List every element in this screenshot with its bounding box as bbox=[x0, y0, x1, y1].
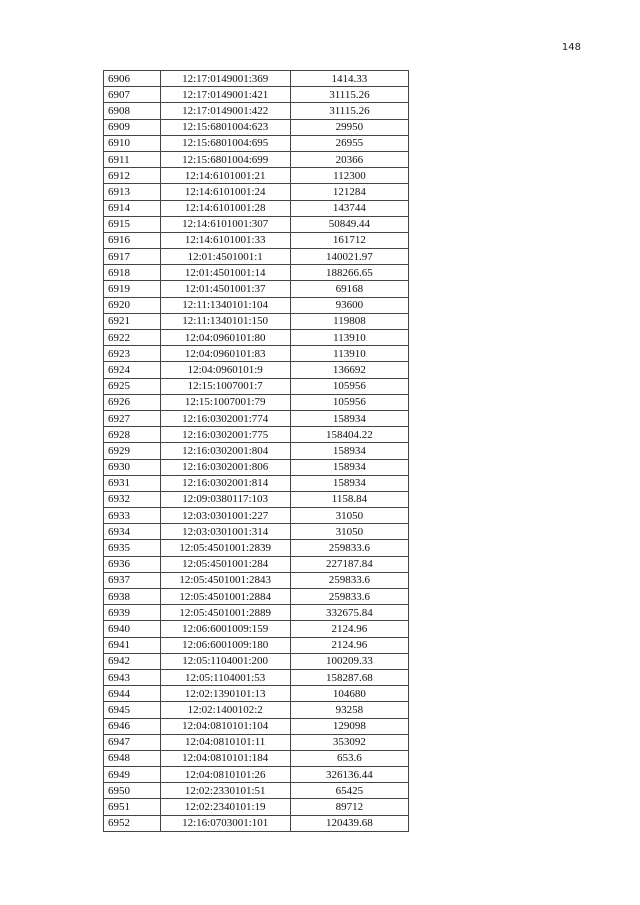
table-row bbox=[104, 362, 409, 378]
value-cell: 113910 bbox=[290, 346, 408, 362]
value-cell: 129098 bbox=[290, 718, 408, 734]
row-number-cell: 6917 bbox=[104, 249, 161, 265]
row-number-cell: 6932 bbox=[104, 491, 161, 507]
cadastral-number-cell: 12:17:0149001:422 bbox=[160, 103, 290, 119]
cadastral-number-cell: 12:15:6801004:699 bbox=[160, 151, 290, 167]
table-row bbox=[104, 151, 409, 167]
row-number-cell: 6907 bbox=[104, 87, 161, 103]
cadastral-number-cell: 12:02:2340101:19 bbox=[160, 799, 290, 815]
row-number-cell: 6938 bbox=[104, 589, 161, 605]
row-number-cell: 6943 bbox=[104, 669, 161, 685]
value-cell: 100209.33 bbox=[290, 653, 408, 669]
cadastral-number-cell: 12:04:0810101:184 bbox=[160, 750, 290, 766]
table-row bbox=[104, 783, 409, 799]
cadastral-number-cell: 12:01:4501001:37 bbox=[160, 281, 290, 297]
data-table bbox=[103, 70, 409, 832]
cadastral-number-cell: 12:16:0302001:814 bbox=[160, 475, 290, 491]
row-number-cell: 6927 bbox=[104, 410, 161, 426]
row-number-cell: 6933 bbox=[104, 508, 161, 524]
row-number-cell: 6915 bbox=[104, 216, 161, 232]
value-cell: 136692 bbox=[290, 362, 408, 378]
value-cell: 188266.65 bbox=[290, 265, 408, 281]
cadastral-number-cell: 12:14:6101001:24 bbox=[160, 184, 290, 200]
row-number-cell: 6919 bbox=[104, 281, 161, 297]
value-cell: 113910 bbox=[290, 330, 408, 346]
value-cell: 1158.84 bbox=[290, 491, 408, 507]
row-number-cell: 6914 bbox=[104, 200, 161, 216]
row-number-cell: 6944 bbox=[104, 686, 161, 702]
table-row bbox=[104, 459, 409, 475]
table-row bbox=[104, 653, 409, 669]
value-cell: 2124.96 bbox=[290, 637, 408, 653]
cadastral-number-cell: 12:02:1400102:2 bbox=[160, 702, 290, 718]
value-cell: 29950 bbox=[290, 119, 408, 135]
cadastral-number-cell: 12:17:0149001:369 bbox=[160, 71, 290, 87]
cadastral-number-cell: 12:02:2330101:51 bbox=[160, 783, 290, 799]
cadastral-number-cell: 12:06:6001009:180 bbox=[160, 637, 290, 653]
value-cell: 69168 bbox=[290, 281, 408, 297]
cadastral-number-cell: 12:11:1340101:150 bbox=[160, 313, 290, 329]
value-cell: 50849.44 bbox=[290, 216, 408, 232]
row-number-cell: 6952 bbox=[104, 815, 161, 831]
row-number-cell: 6922 bbox=[104, 330, 161, 346]
table-row bbox=[104, 556, 409, 572]
row-number-cell: 6930 bbox=[104, 459, 161, 475]
value-cell: 105956 bbox=[290, 378, 408, 394]
row-number-cell: 6910 bbox=[104, 135, 161, 151]
value-cell: 161712 bbox=[290, 232, 408, 248]
cadastral-number-cell: 12:16:0302001:804 bbox=[160, 443, 290, 459]
table-row bbox=[104, 686, 409, 702]
cadastral-number-cell: 12:17:0149001:421 bbox=[160, 87, 290, 103]
table-row bbox=[104, 605, 409, 621]
row-number-cell: 6934 bbox=[104, 524, 161, 540]
row-number-cell: 6935 bbox=[104, 540, 161, 556]
cadastral-number-cell: 12:04:0810101:104 bbox=[160, 718, 290, 734]
table-row bbox=[104, 508, 409, 524]
value-cell: 65425 bbox=[290, 783, 408, 799]
row-number-cell: 6951 bbox=[104, 799, 161, 815]
value-cell: 158287.68 bbox=[290, 669, 408, 685]
row-number-cell: 6939 bbox=[104, 605, 161, 621]
table-row bbox=[104, 313, 409, 329]
row-number-cell: 6926 bbox=[104, 394, 161, 410]
cadastral-number-cell: 12:05:4501001:284 bbox=[160, 556, 290, 572]
row-number-cell: 6909 bbox=[104, 119, 161, 135]
value-cell: 119808 bbox=[290, 313, 408, 329]
table-row bbox=[104, 297, 409, 313]
table-row bbox=[104, 410, 409, 426]
row-number-cell: 6945 bbox=[104, 702, 161, 718]
cadastral-number-cell: 12:05:1104001:53 bbox=[160, 669, 290, 685]
value-cell: 158934 bbox=[290, 459, 408, 475]
table-row bbox=[104, 669, 409, 685]
value-cell: 31050 bbox=[290, 524, 408, 540]
value-cell: 31115.26 bbox=[290, 103, 408, 119]
cadastral-number-cell: 12:14:6101001:307 bbox=[160, 216, 290, 232]
table-row bbox=[104, 443, 409, 459]
cadastral-number-cell: 12:01:4501001:14 bbox=[160, 265, 290, 281]
table-row bbox=[104, 540, 409, 556]
row-number-cell: 6924 bbox=[104, 362, 161, 378]
value-cell: 140021.97 bbox=[290, 249, 408, 265]
row-number-cell: 6921 bbox=[104, 313, 161, 329]
row-number-cell: 6940 bbox=[104, 621, 161, 637]
table-row bbox=[104, 87, 409, 103]
table-row bbox=[104, 767, 409, 783]
cadastral-number-cell: 12:16:0302001:775 bbox=[160, 427, 290, 443]
cadastral-number-cell: 12:04:0960101:83 bbox=[160, 346, 290, 362]
table-row bbox=[104, 378, 409, 394]
cadastral-number-cell: 12:05:4501001:2843 bbox=[160, 572, 290, 588]
table-row bbox=[104, 346, 409, 362]
cadastral-number-cell: 12:15:1007001:79 bbox=[160, 394, 290, 410]
table-row bbox=[104, 475, 409, 491]
value-cell: 105956 bbox=[290, 394, 408, 410]
value-cell: 158404.22 bbox=[290, 427, 408, 443]
table-row bbox=[104, 750, 409, 766]
cadastral-number-cell: 12:05:4501001:2884 bbox=[160, 589, 290, 605]
row-number-cell: 6908 bbox=[104, 103, 161, 119]
value-cell: 26955 bbox=[290, 135, 408, 151]
cadastral-number-cell: 12:15:1007001:7 bbox=[160, 378, 290, 394]
page-number: 148 bbox=[561, 42, 581, 53]
table-row bbox=[104, 799, 409, 815]
value-cell: 89712 bbox=[290, 799, 408, 815]
table-row bbox=[104, 718, 409, 734]
table-row bbox=[104, 184, 409, 200]
table-row bbox=[104, 621, 409, 637]
value-cell: 158934 bbox=[290, 475, 408, 491]
row-number-cell: 6948 bbox=[104, 750, 161, 766]
row-number-cell: 6947 bbox=[104, 734, 161, 750]
row-number-cell: 6937 bbox=[104, 572, 161, 588]
table-row bbox=[104, 135, 409, 151]
cadastral-number-cell: 12:15:6801004:623 bbox=[160, 119, 290, 135]
table-row bbox=[104, 119, 409, 135]
value-cell: 158934 bbox=[290, 443, 408, 459]
row-number-cell: 6929 bbox=[104, 443, 161, 459]
value-cell: 326136.44 bbox=[290, 767, 408, 783]
cadastral-number-cell: 12:11:1340101:104 bbox=[160, 297, 290, 313]
table-body bbox=[104, 71, 409, 832]
value-cell: 353092 bbox=[290, 734, 408, 750]
cadastral-number-cell: 12:16:0703001:101 bbox=[160, 815, 290, 831]
table-row bbox=[104, 249, 409, 265]
table-row bbox=[104, 815, 409, 831]
table-row bbox=[104, 589, 409, 605]
cadastral-number-cell: 12:05:4501001:2889 bbox=[160, 605, 290, 621]
value-cell: 121284 bbox=[290, 184, 408, 200]
value-cell: 2124.96 bbox=[290, 621, 408, 637]
table-row bbox=[104, 265, 409, 281]
row-number-cell: 6946 bbox=[104, 718, 161, 734]
row-number-cell: 6920 bbox=[104, 297, 161, 313]
row-number-cell: 6941 bbox=[104, 637, 161, 653]
cadastral-number-cell: 12:04:0810101:26 bbox=[160, 767, 290, 783]
row-number-cell: 6912 bbox=[104, 168, 161, 184]
value-cell: 93258 bbox=[290, 702, 408, 718]
table-row bbox=[104, 232, 409, 248]
row-number-cell: 6918 bbox=[104, 265, 161, 281]
value-cell: 143744 bbox=[290, 200, 408, 216]
table-row bbox=[104, 572, 409, 588]
cadastral-number-cell: 12:14:6101001:21 bbox=[160, 168, 290, 184]
value-cell: 112300 bbox=[290, 168, 408, 184]
table-row bbox=[104, 168, 409, 184]
cadastral-number-cell: 12:03:0301001:314 bbox=[160, 524, 290, 540]
value-cell: 653.6 bbox=[290, 750, 408, 766]
value-cell: 259833.6 bbox=[290, 589, 408, 605]
value-cell: 31050 bbox=[290, 508, 408, 524]
cadastral-number-cell: 12:01:4501001:1 bbox=[160, 249, 290, 265]
table-row bbox=[104, 71, 409, 87]
table-row bbox=[104, 200, 409, 216]
cadastral-number-cell: 12:14:6101001:28 bbox=[160, 200, 290, 216]
table-row bbox=[104, 330, 409, 346]
value-cell: 158934 bbox=[290, 410, 408, 426]
row-number-cell: 6906 bbox=[104, 71, 161, 87]
cadastral-number-cell: 12:02:1390101:13 bbox=[160, 686, 290, 702]
cadastral-number-cell: 12:04:0810101:11 bbox=[160, 734, 290, 750]
table-row bbox=[104, 524, 409, 540]
table-row bbox=[104, 491, 409, 507]
value-cell: 104680 bbox=[290, 686, 408, 702]
value-cell: 93600 bbox=[290, 297, 408, 313]
value-cell: 1414.33 bbox=[290, 71, 408, 87]
cadastral-number-cell: 12:09:0380117:103 bbox=[160, 491, 290, 507]
table-row bbox=[104, 427, 409, 443]
row-number-cell: 6936 bbox=[104, 556, 161, 572]
cadastral-number-cell: 12:06:6001009:159 bbox=[160, 621, 290, 637]
table-row bbox=[104, 637, 409, 653]
table-row bbox=[104, 394, 409, 410]
row-number-cell: 6923 bbox=[104, 346, 161, 362]
value-cell: 120439.68 bbox=[290, 815, 408, 831]
value-cell: 259833.6 bbox=[290, 540, 408, 556]
table-row bbox=[104, 702, 409, 718]
row-number-cell: 6949 bbox=[104, 767, 161, 783]
cadastral-number-cell: 12:03:0301001:227 bbox=[160, 508, 290, 524]
table-row bbox=[104, 216, 409, 232]
cadastral-number-cell: 12:14:6101001:33 bbox=[160, 232, 290, 248]
value-cell: 259833.6 bbox=[290, 572, 408, 588]
row-number-cell: 6928 bbox=[104, 427, 161, 443]
cadastral-number-cell: 12:04:0960101:80 bbox=[160, 330, 290, 346]
row-number-cell: 6913 bbox=[104, 184, 161, 200]
table-row bbox=[104, 103, 409, 119]
value-cell: 332675.84 bbox=[290, 605, 408, 621]
cadastral-number-cell: 12:16:0302001:806 bbox=[160, 459, 290, 475]
value-cell: 31115.26 bbox=[290, 87, 408, 103]
table-row bbox=[104, 734, 409, 750]
row-number-cell: 6950 bbox=[104, 783, 161, 799]
cadastral-number-cell: 12:05:1104001:200 bbox=[160, 653, 290, 669]
row-number-cell: 6931 bbox=[104, 475, 161, 491]
row-number-cell: 6916 bbox=[104, 232, 161, 248]
table-row bbox=[104, 281, 409, 297]
row-number-cell: 6911 bbox=[104, 151, 161, 167]
value-cell: 227187.84 bbox=[290, 556, 408, 572]
value-cell: 20366 bbox=[290, 151, 408, 167]
cadastral-number-cell: 12:05:4501001:2839 bbox=[160, 540, 290, 556]
cadastral-number-cell: 12:16:0302001:774 bbox=[160, 410, 290, 426]
row-number-cell: 6942 bbox=[104, 653, 161, 669]
cadastral-number-cell: 12:15:6801004:695 bbox=[160, 135, 290, 151]
row-number-cell: 6925 bbox=[104, 378, 161, 394]
cadastral-number-cell: 12:04:0960101:9 bbox=[160, 362, 290, 378]
